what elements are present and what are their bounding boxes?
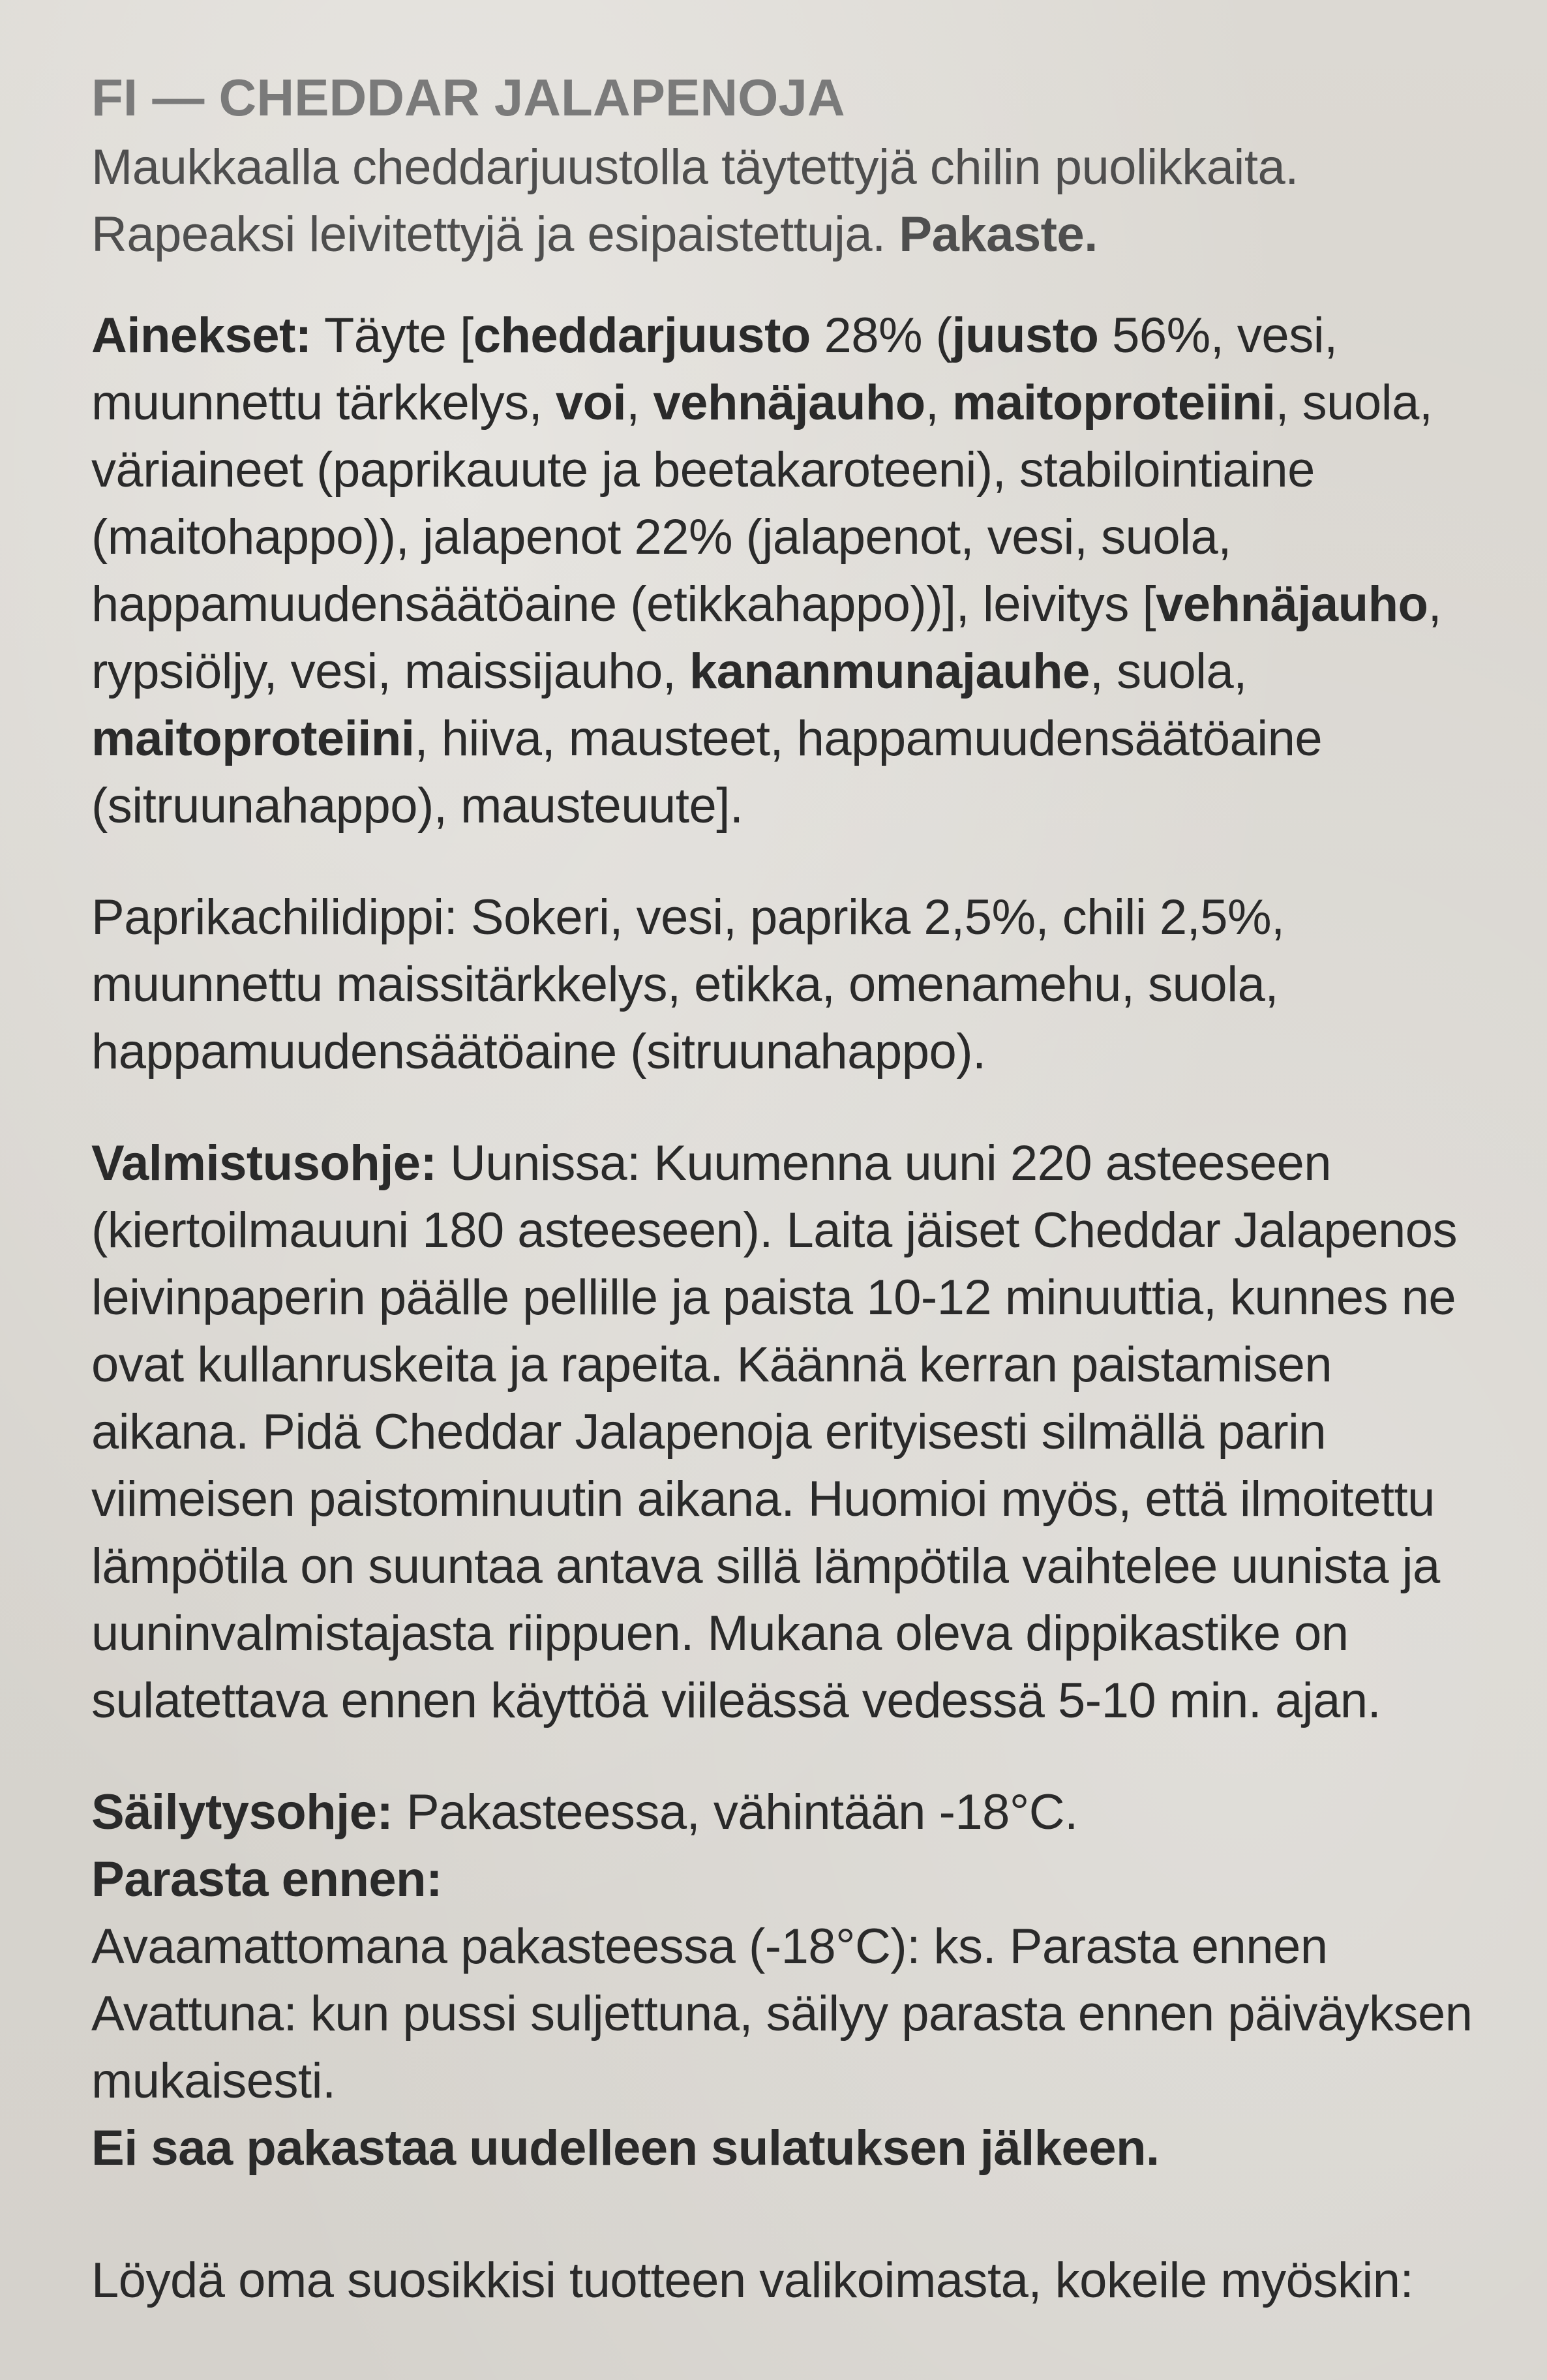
allergen-juusto: juusto xyxy=(952,308,1099,363)
allergen-vehnajauho-1: vehnäjauho xyxy=(653,375,925,430)
product-description xyxy=(91,134,1487,268)
product-title: FI — CHEDDAR JALAPENOJA xyxy=(91,68,845,127)
preparation-label: Valmistusohje: xyxy=(91,1136,437,1191)
preparation-section xyxy=(91,1130,1487,1734)
best-before-unopened: Avaamattomana pakasteessa (-18°C): ks. Parasta ennen xyxy=(91,1919,1328,1974)
ingredients-text-8: , suola, xyxy=(1089,644,1247,699)
ingredients-label: Ainekset: xyxy=(91,308,312,363)
footer-text: Löydä oma suosikkisi tuotteen valikoimasta, kokeile myöskin: xyxy=(91,2253,1414,2308)
ingredients-text-3: 56%, vesi, muunnettu tärkkelys, xyxy=(91,308,1338,430)
allergen-cheddar: cheddarjuusto xyxy=(473,308,811,363)
allergen-maitoproteiini-2: maitoproteiini xyxy=(91,711,415,766)
preparation-text: Uunissa: Kuumenna uuni 220 asteeseen (kiertoilmauuni 180 asteeseen). Laita jäiset Cheddar Jalapenos leivinpaperin päälle pellille ja paista 10-12 minuuttia, kunnes ne ovat kullanruskeita ja rapeita. Käännä kerran paistamisen aikana. Pidä Cheddar Jalapenoja erityisesti silmällä parin viimeisen paistominuutin aikana. Huomioi myös, että ilmoitettu lämpötila on suuntaa antava sillä lämpötila vaihtelee uunista ja uuninvalmistajasta riippuen. Mukana oleva dippikastike on sulatettava ennen käyttöä viileässä vedessä 5-10 min. ajan. xyxy=(91,1136,1458,1728)
storage-text: Pakasteessa, vähintään -18°C. xyxy=(406,1785,1078,1840)
ingredients-text-4: , xyxy=(626,375,640,430)
allergen-voi: voi xyxy=(555,375,627,430)
best-before-opened: Avattuna: kun pussi suljettuna, säilyy parasta ennen päiväyksen mukaisesti. xyxy=(91,1986,1473,2109)
ingredients-text-5: , xyxy=(925,375,939,430)
description-line1: Maukkaalla cheddarjuustolla täytettyjä chilin puolikkaita. xyxy=(91,140,1299,195)
allergen-vehnajauho-2: vehnäjauho xyxy=(1156,577,1428,632)
allergen-kananmunajauhe: kananmunajauhe xyxy=(689,644,1090,699)
storage-section xyxy=(91,1779,1487,1846)
dip-ingredients: Paprikachilidippi: Sokeri, vesi, paprika 2,5%, chili 2,5%, muunnettu maissitärkkelys, etikka, omenamehu, suola, happamuudensäätöaine (sitruunahappo). xyxy=(91,890,1285,1079)
allergen-maitoproteiini-1: maitoproteiini xyxy=(952,375,1276,430)
ingredients-text-7: , rypsiöljy, vesi, maissijauho, xyxy=(91,577,1442,699)
description-line2: Rapeaksi leivitettyjä ja esipaistettuja. xyxy=(91,207,886,262)
description-frozen: Pakaste. xyxy=(899,207,1098,262)
storage-label: Säilytysohje: xyxy=(91,1785,393,1840)
refreeze-warning: Ei saa pakastaa uudelleen sulatuksen jälkeen. xyxy=(91,2120,1160,2176)
product-label-text xyxy=(91,62,1487,2314)
best-before-label: Parasta ennen: xyxy=(91,1852,442,1907)
ingredients-section xyxy=(91,302,1487,839)
ingredients-text-9: , hiiva, mausteet, happamuudensäätöaine (sitruunahappo), mausteuute]. xyxy=(91,711,1323,834)
ingredients-text-6: , suola, väriaineet (paprikauute ja beetakaroteeni), stabilointiaine (maitohappo)), jalapenot 22% (jalapenot, vesi, suola, happamuudensäätöaine (etikkahappo))], leivitys [ xyxy=(91,375,1433,632)
ingredients-text-1: Täyte [ xyxy=(323,308,473,363)
ingredients-text-2: 28% ( xyxy=(824,308,952,363)
